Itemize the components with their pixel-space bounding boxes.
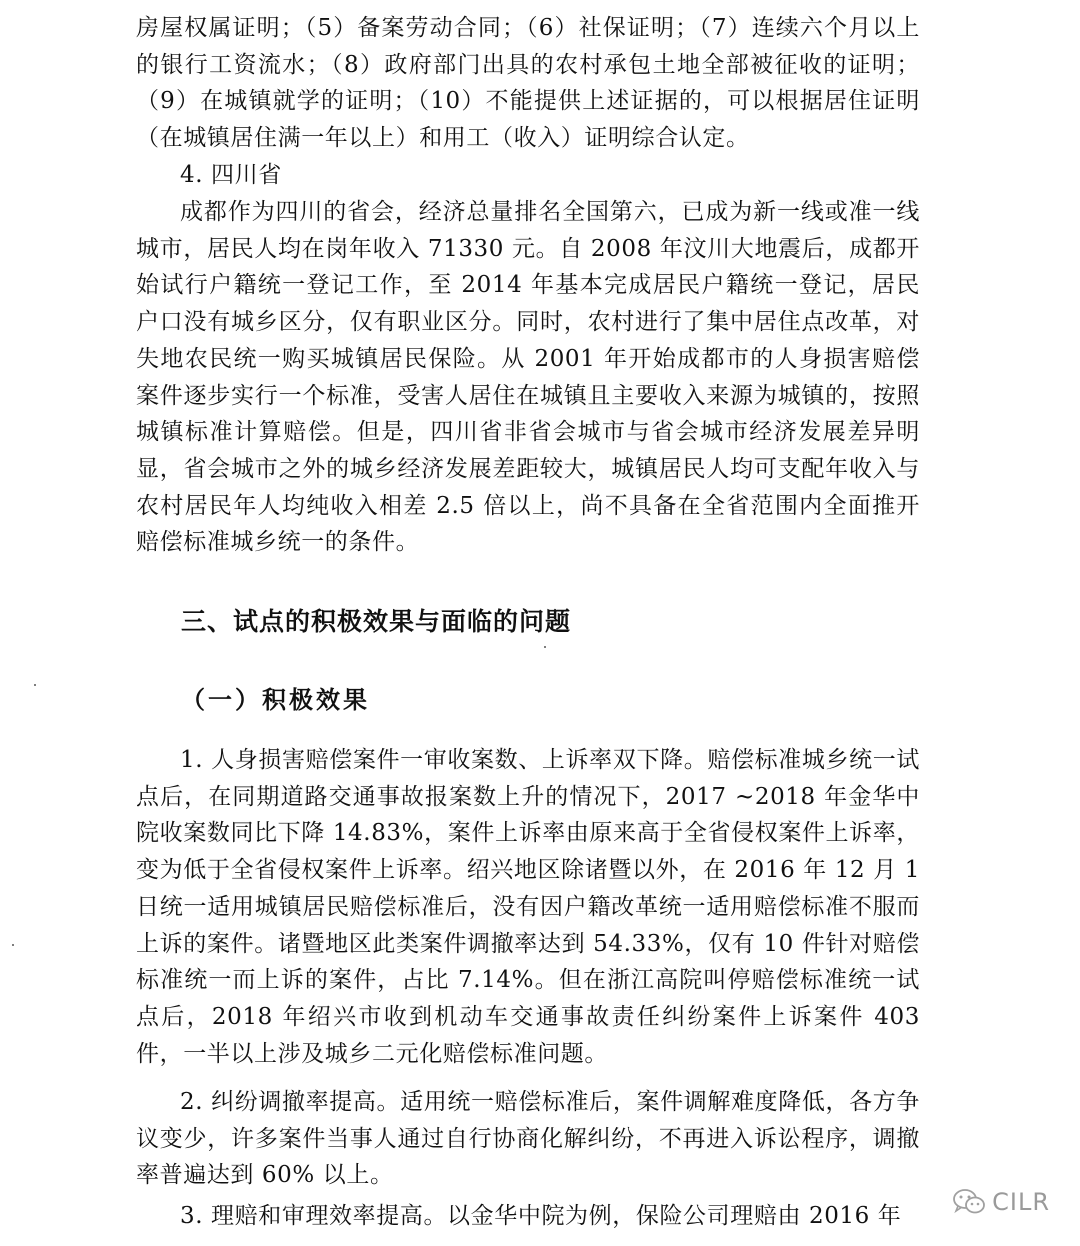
subsection-heading: （一）积极效果 bbox=[181, 685, 370, 714]
watermark-text: CILR bbox=[992, 1188, 1050, 1216]
scan-speck bbox=[34, 684, 36, 686]
section-heading: 三、试点的积极效果与面临的问题 bbox=[181, 607, 572, 636]
scan-speck bbox=[544, 646, 546, 648]
paragraph-proof-list: 房屋权属证明；（5）备案劳动合同；（6）社保证明；（7）连续六个月以上的银行工资流水；（8）政府部门出具的农村承包土地全部被征收的证明；（9）在城镇就学的证明；（10）不能提供上述证据的，可以根据居住证明（在城镇居住满一年以上）和用工（收入）证明综合认定。 bbox=[136, 15, 920, 152]
paragraph-chengdu: 成都作为四川的省会，经济总量排名全国第六，已成为新一线或准一线城市，居民人均在岗年收入 71330 元。自 2008 年汶川大地震后，成都开始试行户籍统一登记工作，至 2014 年基本完成居民户籍统一登记，居民户口没有城乡区分，仅有职业区分。同时，农村进行了集中居住点改革，对失地农民统一购买城镇居民保险。从 2001 年开始成都市的人身损害赔偿案件逐步实行一个标准，受害人居住在城镇且主要收入来源为城镇的，按照城镇标准计算赔偿。但是，四川省非省会城市与省会城市经济发展差异明显，省会城市之外的城乡经济发展差距较大，城镇居民人均可支配年收入与农村居民年人均纯收入相差 2.5 倍以上，尚不具备在全省范围内全面推开赔偿标准城乡统一的条件。 bbox=[136, 199, 920, 556]
wechat-icon bbox=[952, 1188, 986, 1216]
paragraph-effect-two: 2. 纠纷调撤率提高。适用统一赔偿标准后，案件调解难度降低，各方争议变少，许多案件当事人通过自行协商化解纠纷，不再进入诉讼程序，调撤率普遍达到 60% 以上。 bbox=[136, 1089, 920, 1189]
paragraph-sichuan-heading: 4. 四川省 bbox=[180, 162, 282, 188]
paragraph-effect-one: 1. 人身损害赔偿案件一审收案数、上诉率双下降。赔偿标准城乡统一试点后，在同期道路交通事故报案数上升的情况下，2017 ~2018 年金华中院收案数同比下降 14.83%，案件上诉率由原来高于全省侵权案件上诉率，变为低于全省侵权案件上诉率。绍兴地区除诸暨以外，在 2016 年 12 月 1 日统一适用城镇居民赔偿标准后，没有因户籍改革统一适用赔偿标准不服而上诉的案件。诸暨地区此类案件调撤率达到 54.33%，仅有 10 件针对赔偿标准统一而上诉的案件，占比 7.14%。但在浙江高院叫停赔偿标准统一试点后，2018 年绍兴市收到机动车交通事故责任纠纷案件上诉案件 403 件，一半以上涉及城乡二元化赔偿标准问题。 bbox=[136, 747, 920, 1067]
scan-speck bbox=[12, 944, 14, 946]
watermark bbox=[952, 1188, 1050, 1216]
paragraph-effect-three: 3. 理赔和审理效率提高。以金华中院为例，保险公司理赔由 2016 年 bbox=[180, 1203, 902, 1229]
